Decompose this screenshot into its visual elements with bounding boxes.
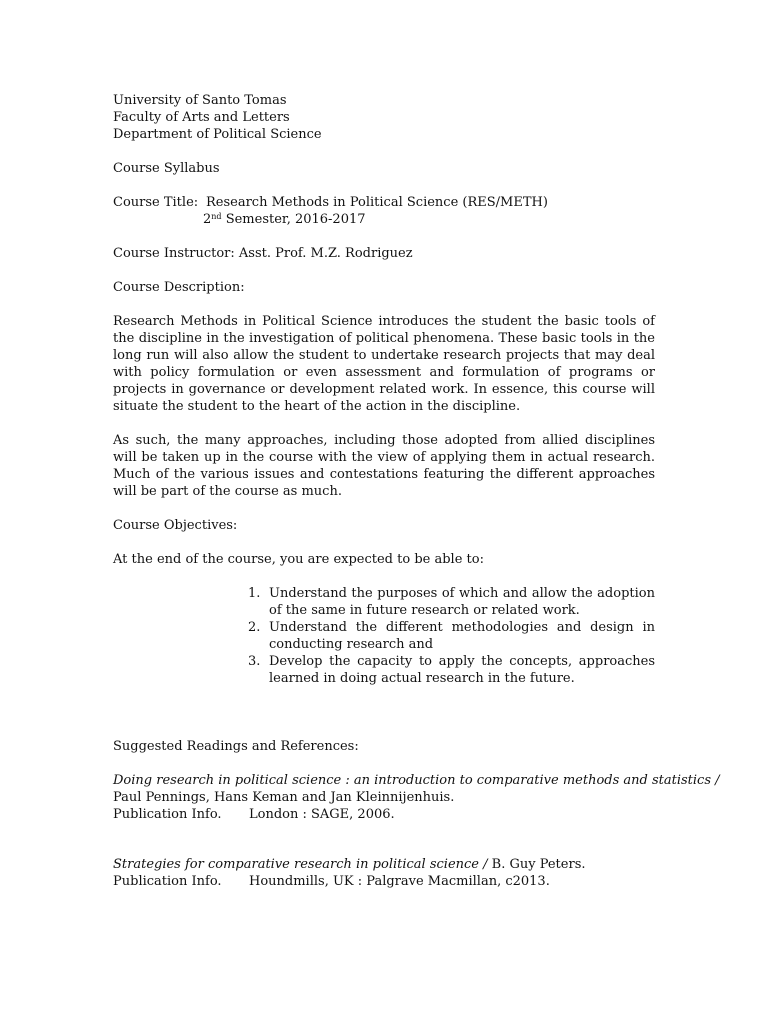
course-title-row [113, 194, 655, 211]
publication-info-value: Houndmills, UK : Palgrave Macmillan, c2013. [249, 874, 550, 889]
objective-text: Develop the capacity to apply the concepts, approaches learned in doing actual research in the future. [269, 654, 655, 686]
course-title-label: Course Title: [113, 195, 199, 210]
reference-authors: Paul Pennings, Hans Keman and Jan Kleinnijenhuis. [113, 790, 455, 805]
reference-title: Strategies for comparative research in political science / [113, 857, 488, 872]
objective-number: 2. [248, 620, 261, 635]
course-instructor: Course Instructor: Asst. Prof. M.Z. Rodriguez [113, 246, 413, 261]
objective-number: 3. [248, 654, 261, 669]
department-name: Department of Political Science [113, 127, 322, 142]
publication-info-label: Publication Info. [113, 874, 222, 889]
publication-info-label: Publication Info. [113, 807, 222, 822]
publication-info-value: London : SAGE, 2006. [249, 807, 395, 822]
semester-text: Semester, 2016-2017 [221, 212, 366, 227]
objectives-heading: Course Objectives: [113, 518, 238, 533]
objective-text: Understand the purposes of which and allow the adoption of the same in future research or related work. [269, 586, 655, 618]
semester-line [113, 211, 655, 228]
publication-info-row [113, 806, 655, 823]
objective-item [248, 619, 655, 653]
semester-number: 2 [203, 212, 212, 227]
readings-heading: Suggested Readings and References: [113, 739, 359, 754]
reference-authors: B. Guy Peters. [487, 857, 586, 872]
syllabus-label: Course Syllabus [113, 161, 220, 176]
objectives-intro: At the end of the course, you are expected to be able to: [113, 552, 484, 567]
description-heading: Course Description: [113, 280, 245, 295]
reference-entry [113, 856, 655, 890]
objective-text: Understand the different methodologies and design in conducting research and [269, 620, 655, 652]
publication-info-row [113, 873, 655, 890]
semester-suffix: nd [211, 212, 222, 221]
description-paragraph-2: As such, the many approaches, including those adopted from allied disciplines will be taken up in the course with the view of applying them in actual research. Much of the various issues and contestations featuring the different approaches will be part of the course as much. [113, 433, 655, 499]
objective-number: 1. [248, 586, 261, 601]
reference-title-line [113, 856, 655, 873]
objective-item [248, 653, 655, 687]
university-name: University of Santo Tomas [113, 93, 287, 108]
objective-item [248, 585, 655, 619]
description-paragraph-1: Research Methods in Political Science introduces the student the basic tools of the discipline in the investigation of political phenomena. These basic tools in the long run will also allow the student to undertake research projects that may deal with policy formulation or even assessment and formulation of programs or projects in governance or development related work. In essence, this course will situate the student to the heart of the action in the discipline. [113, 314, 655, 414]
objectives-list [113, 585, 655, 687]
course-title-value: Research Methods in Political Science (RES/METH) [206, 195, 548, 210]
faculty-name: Faculty of Arts and Letters [113, 110, 290, 125]
reference-entry [113, 772, 720, 823]
reference-title: Doing research in political science : an introduction to comparative methods and statistics / [113, 773, 720, 788]
